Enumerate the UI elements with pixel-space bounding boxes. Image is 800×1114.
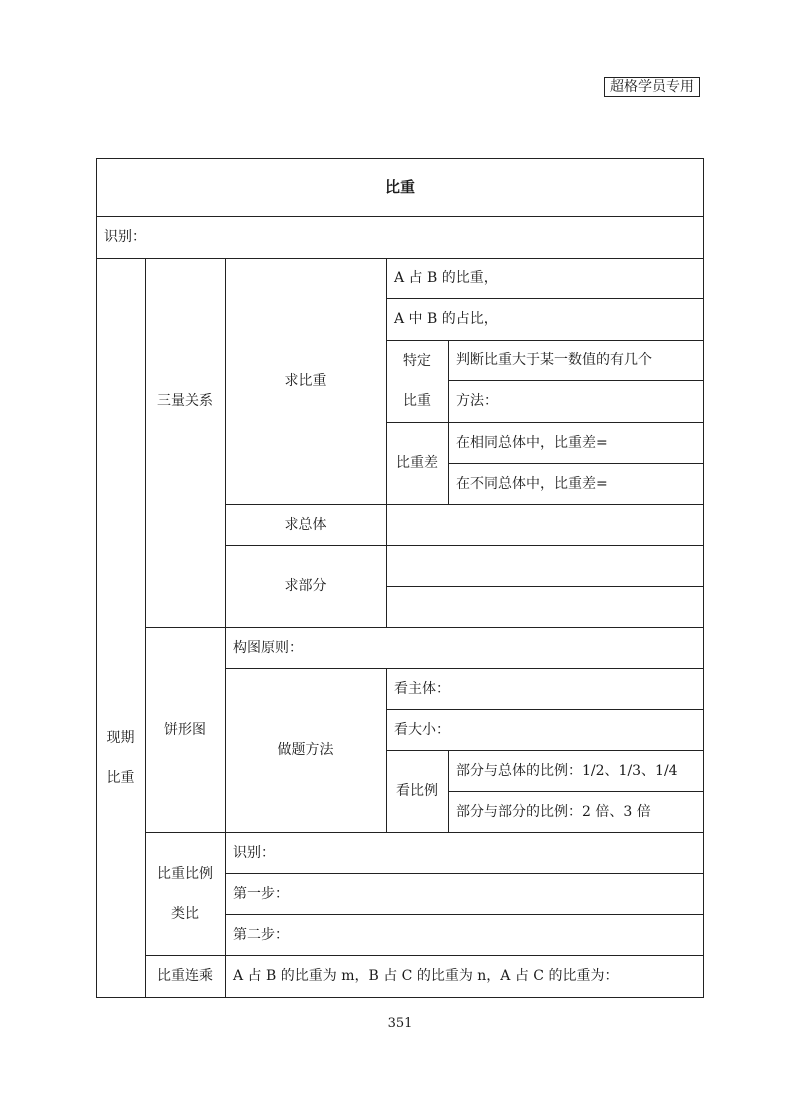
special-ratio-label: 特定 比重 [403,353,431,409]
ratio-chain-row: A 占 B 的比重为 m，B 占 C 的比重为 n，A 占 C 的比重为： [233,968,619,984]
pie-chart-label: 饼形图 [164,721,206,738]
ratio-diff-row-different: 在不同总体中，比重差= [456,475,608,492]
seek-ratio-label: 求比重 [284,373,327,389]
current-ratio-label: 现期 比重 [106,730,135,786]
analogy-identify-row: 识别： [233,844,275,861]
ratio-diff-row-same: 在相同总体中，比重差= [456,434,608,451]
ratio-chain-label: 比重连乘 [157,968,213,984]
pie-ratio-row-part: 部分与部分的比例：2 倍、3 倍 [456,803,651,820]
ratio-row-a-of-b: A 占 B 的比重， [394,270,498,286]
pie-ratio-label: 看比例 [396,783,438,799]
special-ratio-row-method: 方法： [456,393,498,409]
special-ratio-row-judge: 判断比重大于某一数值的有几个 [456,352,652,368]
table-title: 比重 [384,178,415,196]
three-quantity-label: 三量关系 [157,392,213,409]
ratio-diff-label: 比重差 [396,455,438,471]
pie-principle-row: 构图原则： [233,639,303,656]
seek-total-label: 求总体 [284,516,327,533]
seek-part-label: 求部分 [284,578,327,594]
pie-ratio-row-total: 部分与总体的比例：1/2、1/3、1/4 [456,762,678,779]
identify-label: 识别： [104,229,146,245]
pie-method-label: 做题方法 [277,742,334,758]
analogy-step2-row: 第二步： [233,926,289,943]
ratio-row-b-in-a: A 中 B 的占比， [394,311,498,327]
ratio-analogy-label: 比重比例 类比 [157,865,213,922]
ratio-table [96,158,704,998]
page-number: 351 [387,1016,413,1031]
pie-size-row: 看大小： [394,721,450,738]
pie-main-row: 看主体： [394,680,450,697]
student-only-tag: 超格学员专用 [604,77,700,97]
analogy-step1-row: 第一步： [233,885,289,902]
